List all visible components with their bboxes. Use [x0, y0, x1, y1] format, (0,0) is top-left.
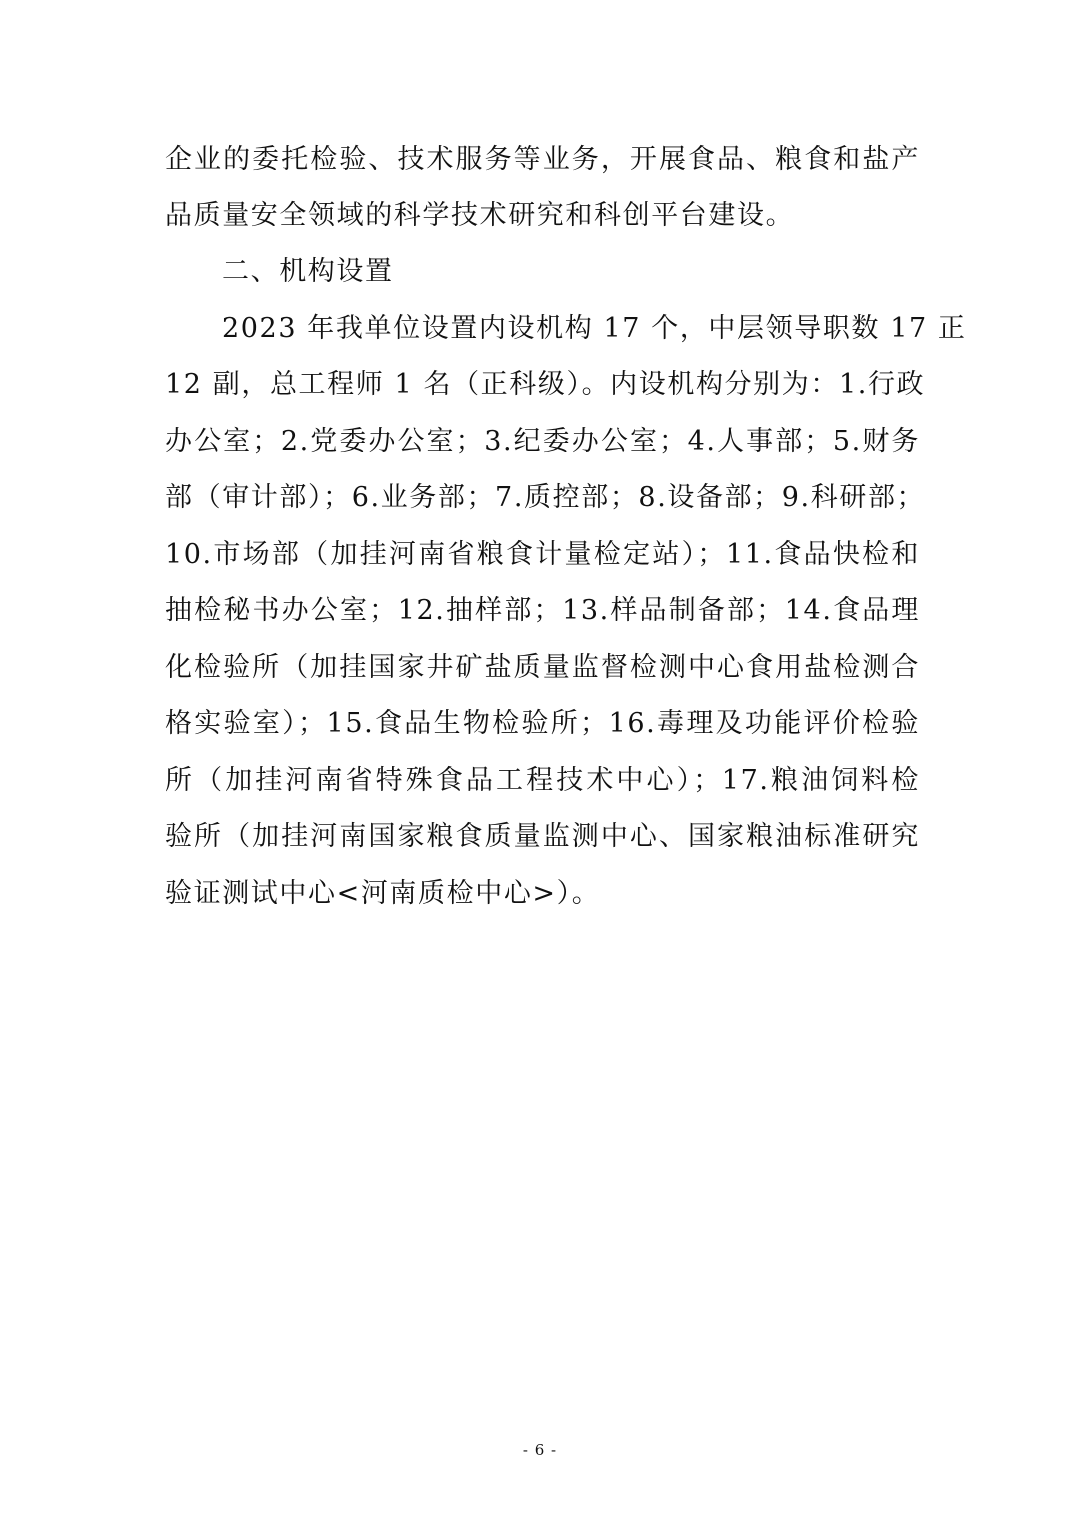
paragraph-line: 企业的委托检验、技术服务等业务，开展食品、粮食和盐产	[165, 144, 920, 175]
page-number: - 6 -	[522, 1441, 558, 1459]
paragraph-line: 10.市场部（加挂河南省粮食计量检定站）；11.食品快检和	[165, 539, 920, 570]
paragraph-line: 验所（加挂河南国家粮食质量监测中心、国家粮油标准研究	[165, 821, 920, 852]
paragraph-line: 12 副，总工程师 1 名（正科级）。内设机构分别为：1.行政	[165, 369, 926, 400]
paragraph-line: 品质量安全领域的科学技术研究和科创平台建设。	[165, 200, 795, 231]
paragraph-line: 办公室；2.党委办公室；3.纪委办公室；4.人事部；5.财务	[165, 426, 920, 457]
paragraph-line: 部（审计部）；6.业务部；7.质控部；8.设备部；9.科研部；	[165, 482, 926, 513]
paragraph-line: 抽检秘书办公室；12.抽样部；13.样品制备部；14.食品理	[165, 595, 920, 626]
paragraph-line: 化检验所（加挂国家井矿盐质量监督检测中心食用盐检测合	[165, 652, 920, 683]
paragraph-line: 验证测试中心<河南质检中心>）。	[165, 878, 601, 909]
paragraph-line: 格实验室）；15.食品生物检验所；16.毒理及功能评价检验	[165, 708, 920, 739]
section-heading: 二、机构设置	[222, 256, 394, 287]
paragraph-line: 所（加挂河南省特殊食品工程技术中心）；17.粮油饲料检	[165, 765, 920, 796]
paragraph-line: 2023 年我单位设置内设机构 17 个，中层领导职数 17 正	[222, 313, 967, 344]
